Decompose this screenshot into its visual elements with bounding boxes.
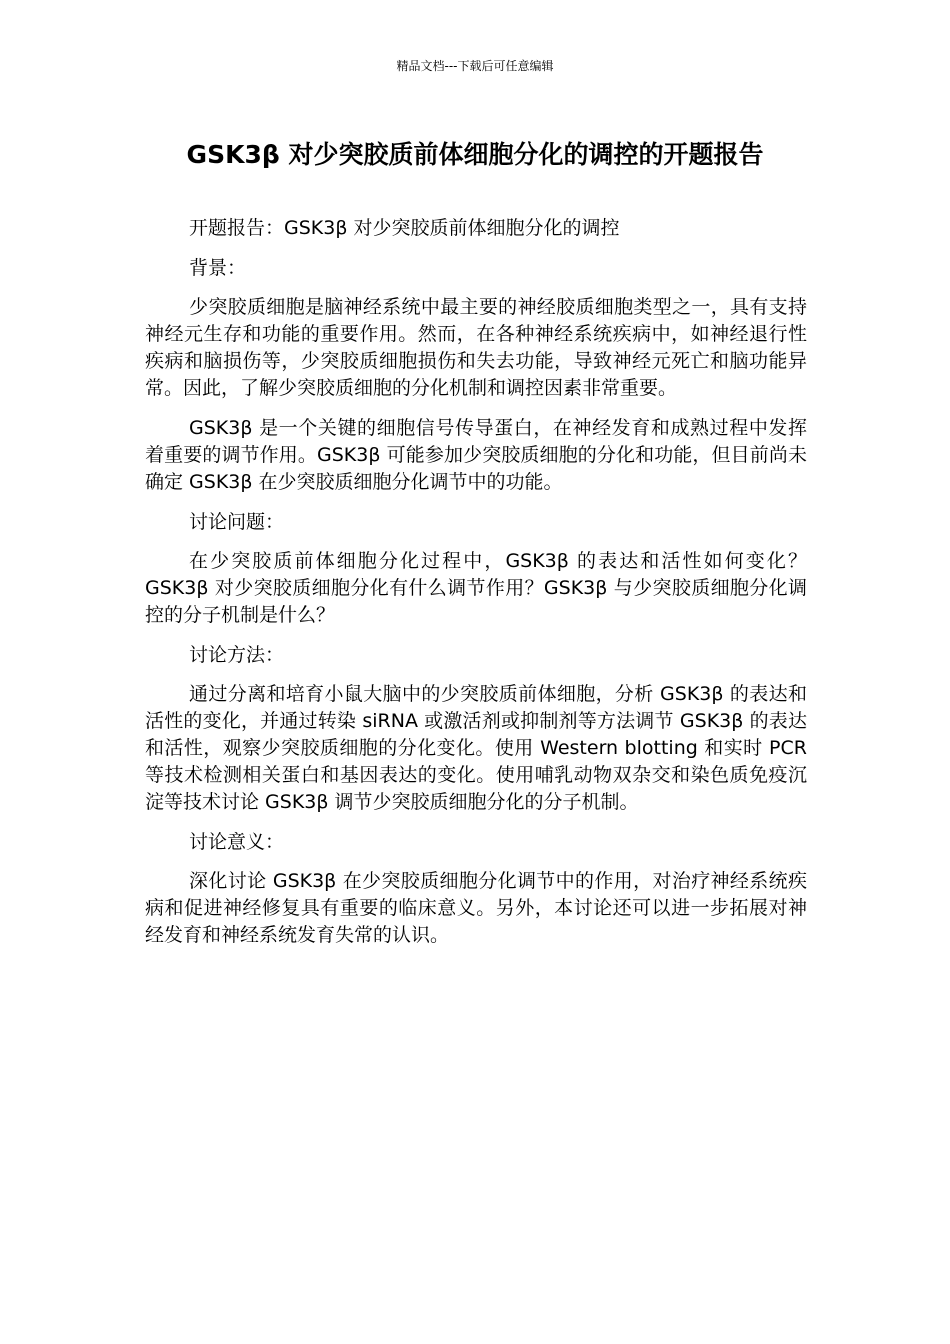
questions-paragraph: 在少突胶质前体细胞分化过程中，GSK3β 的表达和活性如何变化？GSK3β 对少突胶质细胞分化有什么调节作用？GSK3β 与少突胶质细胞分化调控的分子机制是什么？ — [145, 550, 807, 626]
section-heading-questions: 讨论问题： — [189, 511, 285, 533]
header-note: 精品文档---下载后可任意编辑 — [396, 59, 554, 73]
significance-paragraph: 深化讨论 GSK3β 在少突胶质细胞分化调节中的作用，对治疗神经系统疾病和促进神经修复具有重要的临床意义。另外，本讨论还可以进一步拓展对神经发育和神经系统发育失常的认识。 — [145, 870, 807, 946]
background-paragraph-2: GSK3β 是一个关键的细胞信号传导蛋白，在神经发育和成熟过程中发挥着重要的调节作用。GSK3β 可能参加少突胶质细胞的分化和功能，但目前尚未确定 GSK3β 在少突胶质细胞分化调节中的功能。 — [145, 417, 807, 493]
background-paragraph-1: 少突胶质细胞是脑神经系统中最主要的神经胶质细胞类型之一，具有支持神经元生存和功能的重要作用。然而，在各种神经系统疾病中，如神经退行性疾病和脑损伤等，少突胶质细胞损伤和失去功能，导致神经元死亡和脑功能异常。因此，了解少突胶质细胞的分化机制和调控因素非常重要。 — [145, 296, 807, 399]
document-title: GSK3β 对少突胶质前体细胞分化的调控的开题报告 — [186, 140, 764, 169]
section-heading-background: 背景： — [189, 257, 247, 279]
methods-paragraph: 通过分离和培育小鼠大脑中的少突胶质前体细胞，分析 GSK3β 的表达和活性的变化，并通过转染 siRNA 或激活剂或抑制剂等方法调节 GSK3β 的表达和活性，观察少突胶质细胞的分化变化。使用 Western blotting 和实时 PCR 等技术检测相关蛋白和基因表达的变化。使用哺乳动物双杂交和染色质免疫沉淀等技术讨论 GSK3β 调节少突胶质细胞分化的分子机制。 — [145, 683, 807, 813]
section-heading-methods: 讨论方法： — [189, 644, 285, 666]
section-heading-significance: 讨论意义： — [189, 831, 285, 853]
document-body — [145, 215, 807, 962]
report-subtitle: 开题报告：GSK3β 对少突胶质前体细胞分化的调控 — [189, 217, 620, 239]
